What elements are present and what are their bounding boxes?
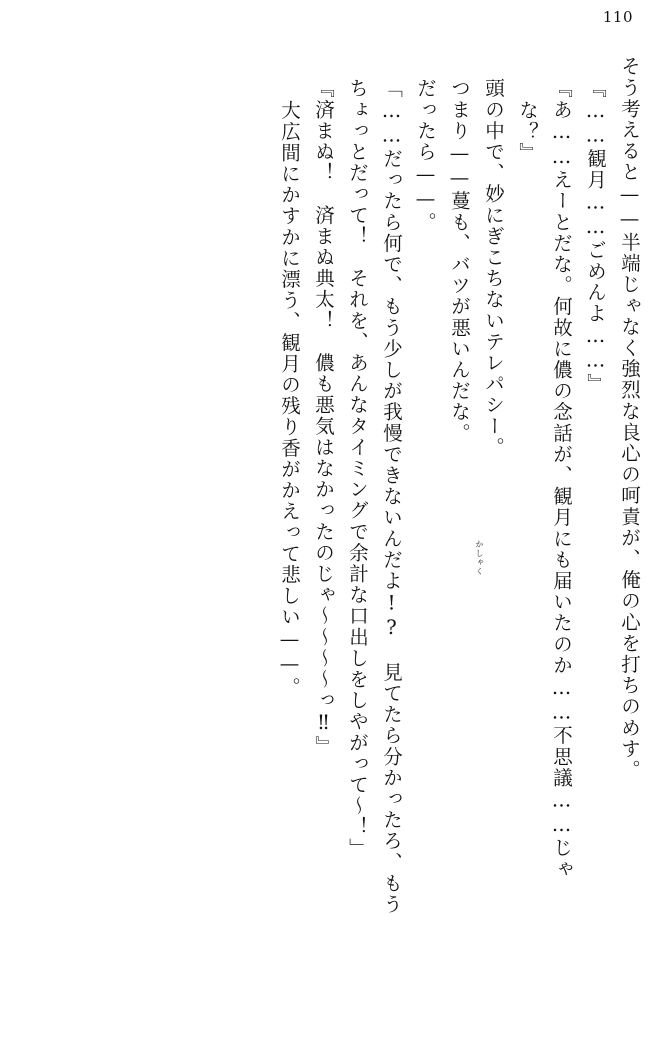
text-line: 『……観月……ごめんよ……』 <box>584 78 607 395</box>
text-line: そう考えると——半端じゃなく強烈な良心の呵責が、俺の心を打ちのめす。 <box>618 56 641 781</box>
text-line: 『あ……えーとだな。何故に儂の念話が、観月にも届いたのか……不思議……じゃ <box>550 78 573 880</box>
text-line: 大広間にかすかに漂う、観月の残り香がかえって悲しい——。 <box>278 100 301 698</box>
text-line: 「……だったら何で、もう少しが我慢できないんだよ!? 見てたら分かったろ、もう <box>380 78 403 915</box>
text-line: な？』 <box>516 100 539 164</box>
text-line: ちょっとだって！ それを、あんなタイミングで余計な口出しをしやがって～！」 <box>346 78 369 859</box>
ruby-annotation-kashaku: かしゃく <box>475 540 484 576</box>
text-line: 頭の中で、妙にぎこちないテレパシー。 <box>482 78 505 458</box>
page-number: 110 <box>602 8 633 26</box>
text-line: だったら——。 <box>414 78 437 233</box>
text-line: 『済まぬ！ 済まぬ典太！ 儂も悪気はなかったのじゃ～～～～っ‼』 <box>312 78 335 757</box>
text-line: つまり——蔓も、バツが悪いんだな。 <box>448 78 471 444</box>
vertical-text-body <box>30 56 639 1022</box>
